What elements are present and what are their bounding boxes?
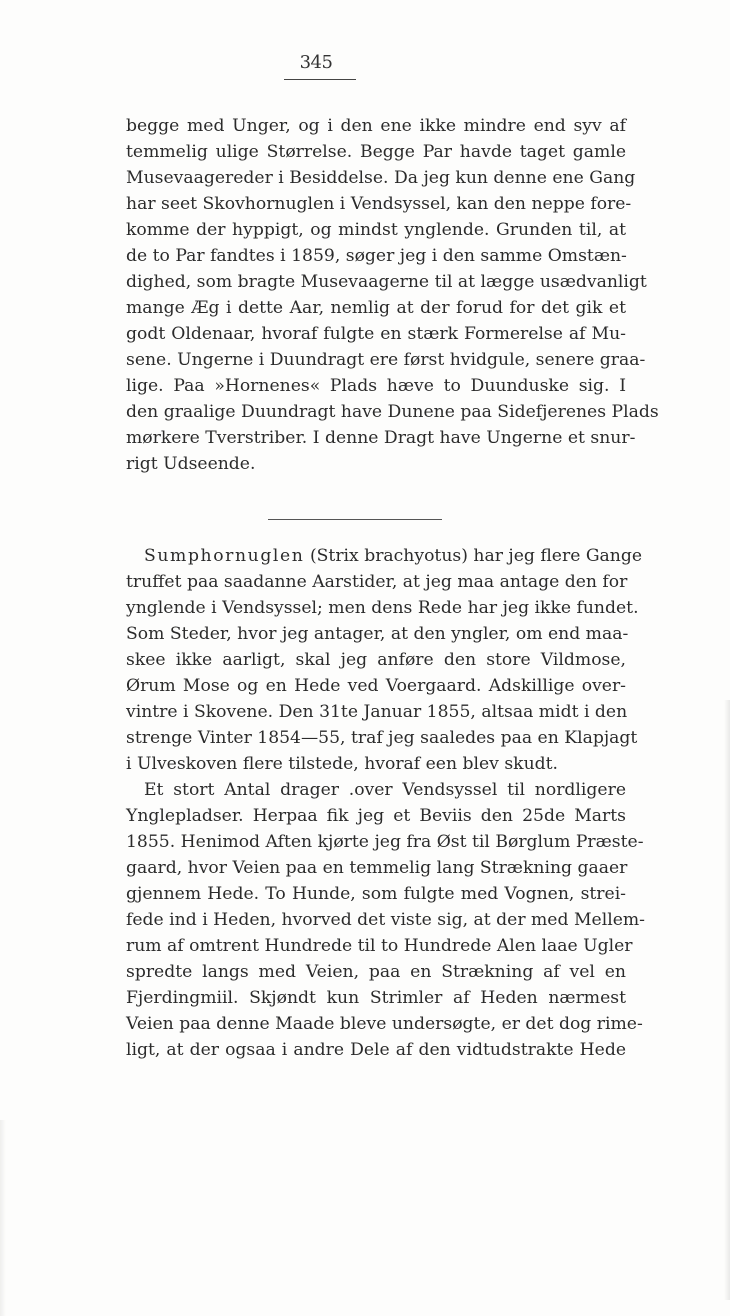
text-line: begge med Unger, og i den ene ikke mindre end syv af: [126, 116, 626, 136]
text-line: komme der hyppigt, og mindst ynglende. Grunden til, at: [126, 220, 626, 240]
text-line: har seet Skovhornuglen i Vendsyssel, kan den neppe fore-: [126, 194, 632, 214]
text-line: Som Steder, hvor jeg antager, at den yngler, om end maa-: [126, 624, 629, 644]
heading-line-rest: (Strix brachyotus) har jeg flere Gange: [309, 546, 643, 566]
text-line: Ynglepladser. Herpaa fik jeg et Beviis den 25de Marts: [126, 806, 626, 826]
text-line: i Ulveskoven flere tilstede, hvoraf een blev skudt.: [126, 754, 559, 774]
text-line: mørkere Tverstriber. I denne Dragt have Ungerne et snur-: [126, 428, 636, 448]
page-number-underline: [284, 79, 356, 80]
page-edge-shadow: [724, 700, 730, 1300]
page-edge-shadow: [0, 1120, 6, 1316]
section-divider: [268, 519, 442, 520]
text-line: 1855. Henimod Aften kjørte jeg fra Øst til Børglum Præste-: [126, 832, 644, 852]
text-line: den graalige Duundragt have Dunene paa Sidefjerenes Plads: [126, 402, 659, 422]
text-line: rum af omtrent Hundrede til to Hundrede Alen laae Ugler: [126, 936, 633, 956]
text-line: strenge Vinter 1854—55, traf jeg saaledes paa en Klapjagt: [126, 728, 638, 748]
text-line: temmelig ulige Størrelse. Begge Par havde taget gamle: [126, 142, 626, 162]
text-line: vintre i Skovene. Den 31te Januar 1855, altsaa midt i den: [126, 702, 628, 722]
text-line: Veien paa denne Maade bleve undersøgte, er det dog rime-: [126, 1014, 643, 1034]
text-line: Fjerdingmiil. Skjøndt kun Strimler af Heden nærmest: [126, 988, 626, 1008]
text-line: lige. Paa »Hornenes« Plads hæve to Duunduske sig. I: [126, 376, 626, 396]
species-heading: Sumphornuglen: [144, 546, 305, 566]
text-line: gjennem Hede. To Hunde, som fulgte med Vognen, strei-: [126, 884, 626, 904]
text-line: skee ikke aarligt, skal jeg anføre den store Vildmose,: [126, 650, 626, 670]
text-line: godt Oldenaar, hvoraf fulgte en stærk Formerelse af Mu-: [126, 324, 626, 344]
text-line: truffet paa saadanne Aarstider, at jeg maa antage den for: [126, 572, 628, 592]
text-line: gaard, hvor Veien paa en temmelig lang Strækning gaaer: [126, 858, 628, 878]
text-line: Et stort Antal drager .over Vendsyssel til nordligere: [144, 780, 626, 800]
text-line: rigt Udseende.: [126, 454, 256, 474]
text-line: sene. Ungerne i Duundragt ere først hvidgule, senere graa-: [126, 350, 646, 370]
text-line: de to Par fandtes i 1859, søger jeg i den samme Omstæn-: [126, 246, 627, 266]
text-line: ynglende i Vendsyssel; men dens Rede har jeg ikke fundet.: [126, 598, 639, 618]
section-heading-line: [144, 544, 643, 568]
text-line: ligt, at der ogsaa i andre Dele af den vidtudstrakte Hede: [126, 1040, 626, 1060]
text-line: mange Æg i dette Aar, nemlig at der forud for det gik et: [126, 298, 626, 318]
text-line: fede ind i Heden, hvorved det viste sig, at der med Mellem-: [126, 910, 645, 930]
text-line: Musevaagereder i Besiddelse. Da jeg kun denne ene Gang: [126, 168, 636, 188]
text-line: Ørum Mose og en Hede ved Voergaard. Adskillige over-: [126, 676, 626, 696]
page-number: 345: [299, 52, 333, 73]
text-line: dighed, som bragte Musevaagerne til at lægge usædvanligt: [126, 272, 647, 292]
text-line: spredte langs med Veien, paa en Strækning af vel en: [126, 962, 626, 982]
